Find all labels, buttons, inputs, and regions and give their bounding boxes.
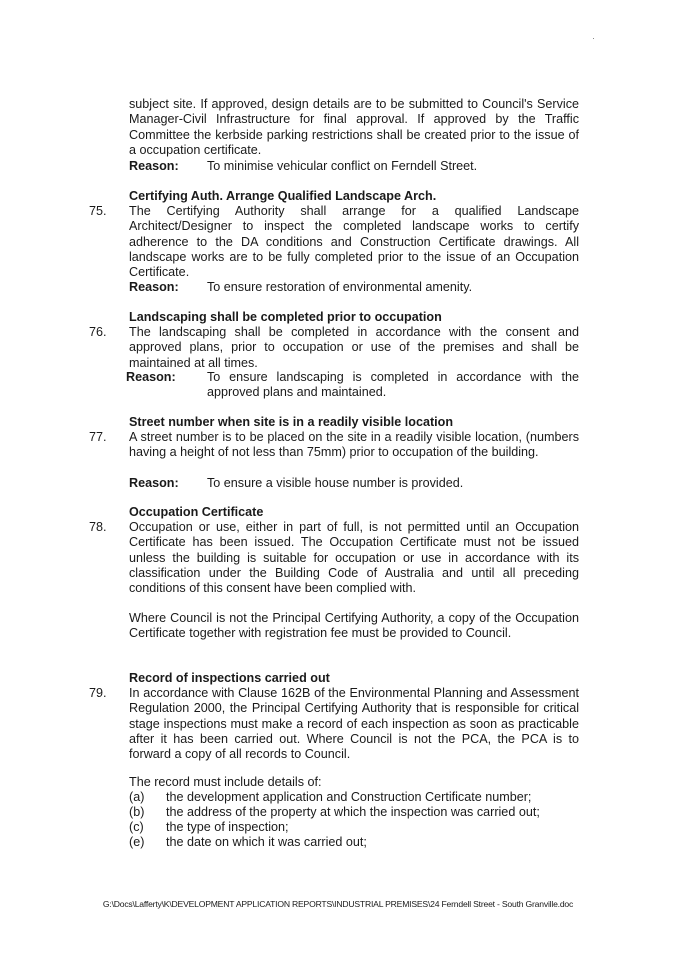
condition-number-79: 79. xyxy=(89,686,107,700)
list-item-label: (c) xyxy=(129,820,144,834)
list-item-label: (e) xyxy=(129,835,145,849)
condition-heading-76: Landscaping shall be completed prior to occupation xyxy=(129,310,442,324)
intro-paragraph: subject site. If approved, design details are to be submitted to Council's Service Manager-Civil Infrastructure for final approval. If approved by the Traffic Committee the kerbside parking restrictions shall be created prior to the issue of a occupation certificate. xyxy=(129,97,579,157)
list-item-text: the development application and Construction Certificate number; xyxy=(166,790,532,804)
reason-label: Reason: xyxy=(129,476,179,490)
footer-file-path: G:\Docs\Lafferty\K\DEVELOPMENT APPLICATION REPORTS\INDUSTRIAL PREMISES\24 Ferndell Street - South Granville.doc xyxy=(102,899,574,909)
reason-text: To ensure a visible house number is provided. xyxy=(207,476,464,490)
condition-text-76: The landscaping shall be completed in accordance with the consent and approved plans, prior to occupation or use of the premises and shall be maintained at all times. xyxy=(129,325,579,370)
reason-text: To minimise vehicular conflict on Ferndell Street. xyxy=(207,159,478,173)
condition-text-75: The Certifying Authority shall arrange for a qualified Landscape Architect/Designer to inspect the completed landscape works to certify adherence to the DA conditions and Construction Certificate drawings. All landscape works are to be fully completed prior to the issue of an Occupation Certificate. xyxy=(129,204,579,280)
condition-heading-77: Street number when site is in a readily visible location xyxy=(129,415,454,429)
record-list-intro: The record must include details of: xyxy=(129,775,322,789)
condition-number-76: 76. xyxy=(89,325,107,339)
reason-text: To ensure restoration of environmental amenity. xyxy=(207,280,473,294)
condition-heading-78: Occupation Certificate xyxy=(129,505,264,519)
condition-number-78: 78. xyxy=(89,520,107,534)
reason-label: Reason: xyxy=(129,159,179,173)
condition-number-75: 75. xyxy=(89,204,107,218)
scan-speck xyxy=(593,38,594,39)
condition-text-77: A street number is to be placed on the site in a readily visible location, (numbers having a height of not less than 75mm) prior to occupation of the building. xyxy=(129,430,579,460)
list-item-text: the address of the property at which the inspection was carried out; xyxy=(166,805,540,819)
reason-text: To ensure landscaping is completed in accordance with the approved plans and maintained. xyxy=(207,370,579,400)
condition-text-78-paragraph-2: Where Council is not the Principal Certifying Authority, a copy of the Occupation Certificate together with registration fee must be provided to Council. xyxy=(129,611,579,641)
condition-number-77: 77. xyxy=(89,430,107,444)
list-item-label: (a) xyxy=(129,790,145,804)
list-item-text: the date on which it was carried out; xyxy=(166,835,367,849)
condition-heading-79: Record of inspections carried out xyxy=(129,671,330,685)
condition-text-78: Occupation or use, either in part of full, is not permitted until an Occupation Certificate has been issued. The Occupation Certificate must not be issued unless the building is suitable for occupation or use in accordance with its classification under the Building Code of Australia and until all preceding conditions of this consent have been complied with. xyxy=(129,520,579,596)
condition-text-79: In accordance with Clause 162B of the Environmental Planning and Assessment Regulation 2000, the Principal Certifying Authority that is responsible for critical stage inspections must make a record of each inspection as soon as practicable after it has been carried out. Where Council is not the PCA, the PCA is to forward a copy of all records to Council. xyxy=(129,686,579,762)
reason-label: Reason: xyxy=(126,370,176,384)
condition-heading-75: Certifying Auth. Arrange Qualified Landscape Arch. xyxy=(129,189,437,203)
list-item-label: (b) xyxy=(129,805,145,819)
list-item-text: the type of inspection; xyxy=(166,820,289,834)
reason-label: Reason: xyxy=(129,280,179,294)
